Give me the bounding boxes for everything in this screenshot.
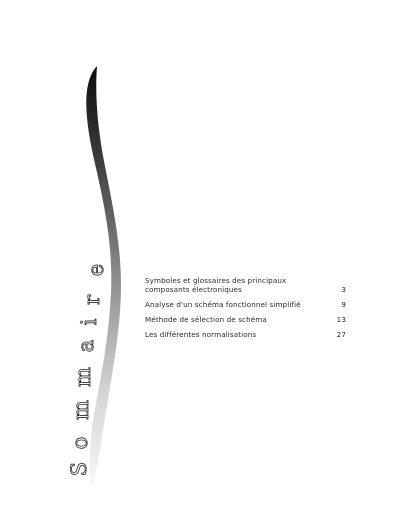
decorative-title: S o m m a i r e <box>67 263 108 477</box>
toc-entry-page: 3 <box>341 285 346 294</box>
toc-entry[interactable] <box>145 276 346 294</box>
toc-entry-page: 27 <box>336 330 346 339</box>
toc-entry-title: Méthode de sélection de schéma <box>145 315 267 324</box>
toc-entry-title: Les différentes normalisations <box>145 330 257 339</box>
toc-entry-page: 9 <box>341 300 346 309</box>
toc-entry-title: Analyse d'un schéma fonctionnel simplifié <box>145 300 301 309</box>
toc-entry-title: Symboles et glossaires des principaux composants électroniques <box>145 276 287 294</box>
toc-entry[interactable] <box>145 330 346 339</box>
table-of-contents <box>145 276 346 345</box>
toc-entry[interactable] <box>145 300 346 309</box>
toc-entry-page: 13 <box>336 315 346 324</box>
toc-entry[interactable] <box>145 315 346 324</box>
